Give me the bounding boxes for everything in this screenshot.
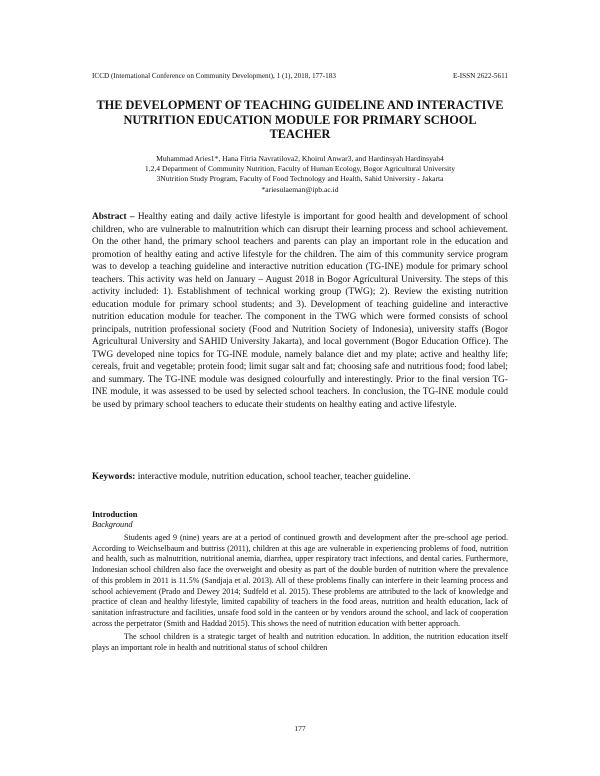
abstract-label: Abstract – [92, 212, 135, 222]
keywords-label: Keywords: [92, 472, 136, 482]
keywords-text: interactive module, nutrition education, school teacher, teacher guideline. [137, 472, 411, 482]
paragraph: Students aged 9 (nine) years are at a period of continued growth and development after the pre-school age period. According to Weichselbaum and buttriss (2011), children at this age are vulnerable in experiencing problems of food, nutrition and health, such as malnutrition, nutritional anemia, diarrhea, upper respiratory tract infections, and dental caries. Furthermore, Indonesian school children also face the overweight and obesity as part of the double burden of nutrition where the prevalence of this problem in 2011 is 11.5% (Sandjaja et al. 2013). All of these problems finally can interfere in their learning process and school achievement (Prado and Dewey 2014; Sudfeld et al. 2015). These problems are attributed to the lack of knowledge and practice of clean and healthy lifestyle, limited capability of teachers in the food areas, nutrition and health education, lack of sanitation infrastructure and facilities, unsafe food sold in the canteen or by vendors around the school, and lack of cooperation across the perpetrator (Smith and Haddad 2015). This shows the need of nutrition education with better approach. [92, 533, 508, 628]
corresponding-email: *ariesulaeman@ipb.ac.id [261, 184, 339, 194]
subsection-heading-background: Background [92, 520, 133, 529]
affiliation-2: 3Nutrition Study Program, Faculty of Food Technology and Health, Sahid University - Jakarta [156, 174, 444, 184]
section-heading-introduction: Introduction [92, 510, 138, 519]
author-names: Muhammad Aries1*, Hana Fitria Navratilova2, Khoirul Anwar3, and Hardinsyah Hardinsyah4 [156, 154, 444, 163]
journal-citation: ICCD (International Conference on Community Development), 1 (1), 2018, 177-183 [92, 72, 336, 80]
paper-title: THE DEVELOPMENT OF TEACHING GUIDELINE AND INTERACTIVE NUTRITION EDUCATION MODULE FOR PRIMARY SCHOOL TEACHER [96, 98, 504, 141]
affiliation-1: 1,2,4 Department of Community Nutrition, Faculty of Human Ecology, Bogor Agricultural University [144, 164, 456, 174]
running-header [92, 72, 508, 84]
keywords [92, 471, 508, 483]
abstract [92, 211, 508, 411]
issn: E-ISSN 2622-5611 [452, 72, 508, 80]
author-block [92, 154, 508, 195]
paragraph: The school children is a strategic target of health and nutrition education. In addition, the nutrition education itself plays an important role in health and nutritional status of school children [92, 632, 508, 653]
introduction-body [92, 533, 508, 657]
abstract-text: Healthy eating and daily active lifestyle is important for good health and development of school children, who are vulnerable to malnutrition which can disrupt their learning process and school achievement. On the other hand, the primary school teachers and parents can play an important role in the education and promotion of healthy eating and active lifestyle for the children. The aim of this community service program was to develop a teaching guideline and interactive nutrition education (TG-INE) module for primary school teachers. This activity was held on January – August 2018 in Bogor Agricultural University. The steps of this activity included: 1). Establishment of technical working group (TWG); 2). Review the existing nutrition education module for primary school students; and 3). Development of teaching guideline and interactive nutrition education module for teacher. The component in the TWG which were formed consists of school principals, nutrition professional society (Food and Nutrition Society of Indonesia), university staffs (Bogor Agricultural University and SAHID University Jakarta), and local government (Bogor Education Office). The TWG developed nine topics for TG-INE module, namely balance diet and my plate; active and healthy life; cereals, fruit and vegetable; protein food; limit sugar salt and fat; choosing safe and nutritious food; food label; and summary. The TG-INE module was designed colourfully and interestingly. Prior to the final version TG-INE module, it was assessed to be used by selected school teachers. In conclusion, the TG-INE module could be used by primary school teachers to educate their students on healthy eating and active lifestyle. [92, 212, 508, 410]
page-number: 177 [294, 724, 306, 733]
